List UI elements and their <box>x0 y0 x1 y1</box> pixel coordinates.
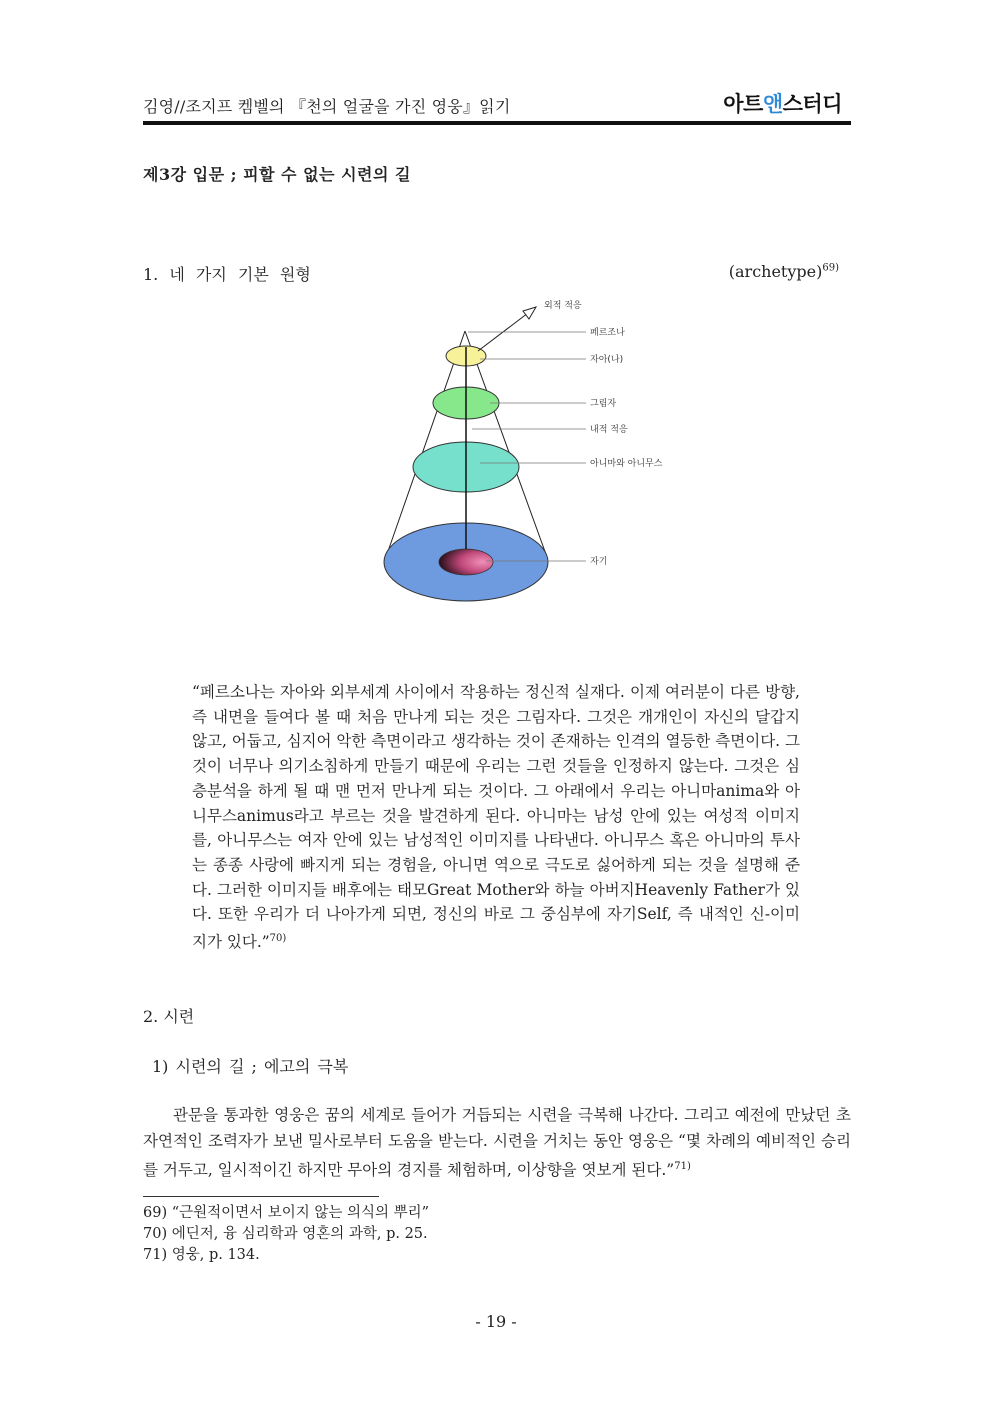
label-persona: 페르조나 <box>590 328 625 338</box>
archetype-diagram <box>380 295 700 610</box>
body-paragraph <box>143 1102 851 1183</box>
header-title: 김영//조지프 켐벨의 『천의 얼굴을 가진 영웅』읽기 <box>143 97 511 116</box>
label-inner-adaptation: 내적 적응 <box>590 425 628 435</box>
section1-note <box>729 262 839 281</box>
page-number: - 19 - <box>475 1312 517 1331</box>
label-shadow: 그림자 <box>590 399 617 409</box>
label-self: 자기 <box>590 557 608 567</box>
footnote-rule <box>143 1196 379 1197</box>
quote-text: “페르소나는 자아와 외부세계 사이에서 작용하는 정신적 실재다. 이제 여러분이 다른 방향, 즉 내면을 들여다 볼 때 처음 만나게 되는 것은 그림자다. 그것은 개개인이 자신의 달갑지 않고, 어둡고, 심지어 악한 측면이라고 생각하는 것이 존재하는 인격의 열등한 측면이다. 그것이 너무나 의기소침하게 만들기 때문에 우리는 그런 것들을 인정하지 않는다. 그것은 심층분석을 하게 될 때 맨 먼저 만나게 되는 것이다. 그 아래에서 우리는 아니마anima와 아니무스animus라고 부르는 것을 발견하게 된다. 아니마는 남성 안에 있는 여성적 이미지를, 아니무스는 여자 안에 있는 남성적인 이미지를 나타낸다. 아니무스 혹은 아니마의 투사는 종종 사랑에 빠지게 되는 경험을, 아니면 역으로 극도로 싫어하게 되는 것을 설명해 준다. 그러한 이미지들 배후에는 태모Great Mother와 하늘 아버지Heavenly Father가 있다. 또한 우리가 더 나아가게 되면, 정신의 바로 그 중심부에 자기Self, 즉 내적인 신-이미지가 있다.” <box>192 683 801 952</box>
section2-title: 2. 시련 <box>143 1007 195 1026</box>
header-rule <box>143 121 851 125</box>
label-outer-adaptation: 외적 적응 <box>544 301 582 311</box>
self-core <box>439 549 493 575</box>
subsection1-title: 1) 시련의 길 ; 에고의 극복 <box>152 1057 349 1076</box>
footnote-70: 70) 에딘저, 융 심리학과 영혼의 과학, p. 25. <box>143 1226 428 1242</box>
brand-pre: 아트 <box>723 92 763 116</box>
brand-logo <box>723 88 842 118</box>
footnote-69: 69) “근원적이면서 보이지 않는 의식의 뿌리” <box>143 1205 430 1221</box>
label-anima-animus: 아니마와 아니무스 <box>590 459 663 469</box>
footnote-ref-70[interactable]: 70) <box>269 933 287 945</box>
footnote-71: 71) 영웅, p. 134. <box>143 1247 260 1263</box>
label-ego: 자아(나) <box>590 355 624 365</box>
section1-note-text: (archetype) <box>728 262 823 281</box>
quote-block <box>192 680 800 955</box>
brand-accent: 앤 <box>762 92 783 116</box>
footnote-ref-69[interactable]: 69) <box>822 262 839 274</box>
brand-post: 스터디 <box>782 92 842 116</box>
outer-arrow-head <box>523 307 536 319</box>
section1-title: 1. 네 가지 기본 원형 <box>143 265 311 284</box>
footnotes <box>143 1203 429 1266</box>
chapter-title: 제3강 입문 ; 피할 수 없는 시련의 길 <box>143 165 411 184</box>
footnote-ref-71[interactable]: 71) <box>674 1161 691 1172</box>
body-paragraph-text: 관문을 통과한 영웅은 꿈의 세계로 들어가 거듭되는 시련을 극복해 나간다. 그리고 예전에 만났던 초자연적인 조력자가 보낸 밀사로부터 도움을 받는다. 시련을 거치는 동안 영웅은 “몇 차례의 예비적인 승리를 거두고, 일시적이긴 하지만 무아의 경지를 체험하며, 이상향을 엿보게 된다.” <box>143 1106 851 1180</box>
